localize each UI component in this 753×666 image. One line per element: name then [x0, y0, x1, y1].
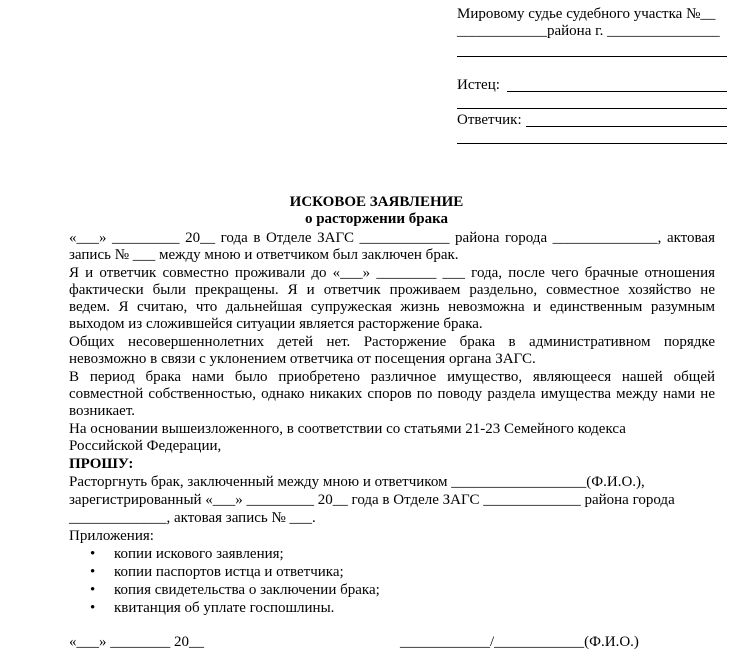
defendant-blank-line — [526, 126, 727, 127]
defendant-blank-line-2 — [457, 143, 727, 144]
plaintiff-label: Истец: — [457, 77, 500, 93]
body-line: Общих несовершеннолетних детей нет. Расторжение брака в административном порядке — [69, 334, 715, 350]
body-line: Я и ответчик совместно проживали до «___» ________ ___ года, после чего брачные отношения — [69, 265, 715, 281]
attachments-label: Приложения: — [69, 528, 154, 544]
body-line: ведем. Я считаю, что дальнейшая супружеская жизнь невозможна и единственным разумным — [69, 299, 715, 315]
attachment-item — [90, 546, 284, 563]
request-heading: ПРОШУ: — [69, 456, 134, 472]
body-line: возникает. — [69, 403, 136, 419]
attachment-item — [90, 600, 334, 617]
bullet-icon: • — [90, 600, 96, 616]
attachment-item — [90, 564, 344, 581]
body-line: фактически были прекращены. Я и ответчик проживаем раздельно, совместное хозяйство не — [69, 282, 715, 298]
document-title: ИСКОВОЕ ЗАЯВЛЕНИЕ — [289, 194, 464, 210]
plaintiff-blank-line-2 — [457, 108, 727, 109]
request-line: _____________, актовая запись № ___. — [69, 510, 316, 526]
request-line: зарегистрированный «___» _________ 20__ года в Отделе ЗАГС _____________ района города — [69, 492, 675, 508]
bullet-icon: • — [90, 546, 96, 562]
court-addressee-line: Мировому судье судебного участка №__ — [457, 6, 716, 22]
body-line: На основании вышеизложенного, в соответствии со статьями 21-23 Семейного кодекса — [69, 421, 626, 437]
bullet-icon: • — [90, 582, 96, 598]
defendant-label: Ответчик: — [457, 112, 522, 128]
body-line: Российской Федерации, — [69, 438, 222, 454]
request-line: Расторгнуть брак, заключенный между мною и ответчиком __________________(Ф.И.О.), — [69, 474, 645, 490]
body-line: В период брака нами было приобретено различное имущество, являющееся нашей общей — [69, 369, 715, 385]
body-line: запись № ___ между мною и ответчиком был заключен брак. — [69, 247, 459, 263]
body-line: выходом из сложившейся ситуации является расторжение брака. — [69, 316, 483, 332]
body-line: совместной собственностью, однако никаких споров по поводу раздела имущества между нами не — [69, 386, 715, 402]
attachment-text: копии паспортов истца и ответчика; — [114, 564, 344, 580]
body-line: «___» _________ 20__ года в Отделе ЗАГС ____________ района города ______________, актовая — [69, 230, 715, 246]
attachment-text: копия свидетельства о заключении брака; — [114, 582, 380, 598]
attachment-item — [90, 582, 380, 599]
body-line: невозможно в связи с уклонением ответчика от посещения органа ЗАГС. — [69, 351, 536, 367]
attachment-text: копии искового заявления; — [114, 546, 284, 562]
bullet-icon: • — [90, 564, 96, 580]
court-district-line: ____________района г. _______________ — [457, 23, 720, 39]
attachment-text: квитанция об уплате госпошлины. — [114, 600, 335, 616]
plaintiff-blank-line — [507, 91, 727, 92]
footer-signature: ____________/____________(Ф.И.О.) — [400, 634, 639, 650]
footer-date: «___» ________ 20__ — [69, 634, 204, 650]
addressee-blank-line — [457, 56, 727, 57]
document-subtitle: о расторжении брака — [304, 211, 449, 227]
